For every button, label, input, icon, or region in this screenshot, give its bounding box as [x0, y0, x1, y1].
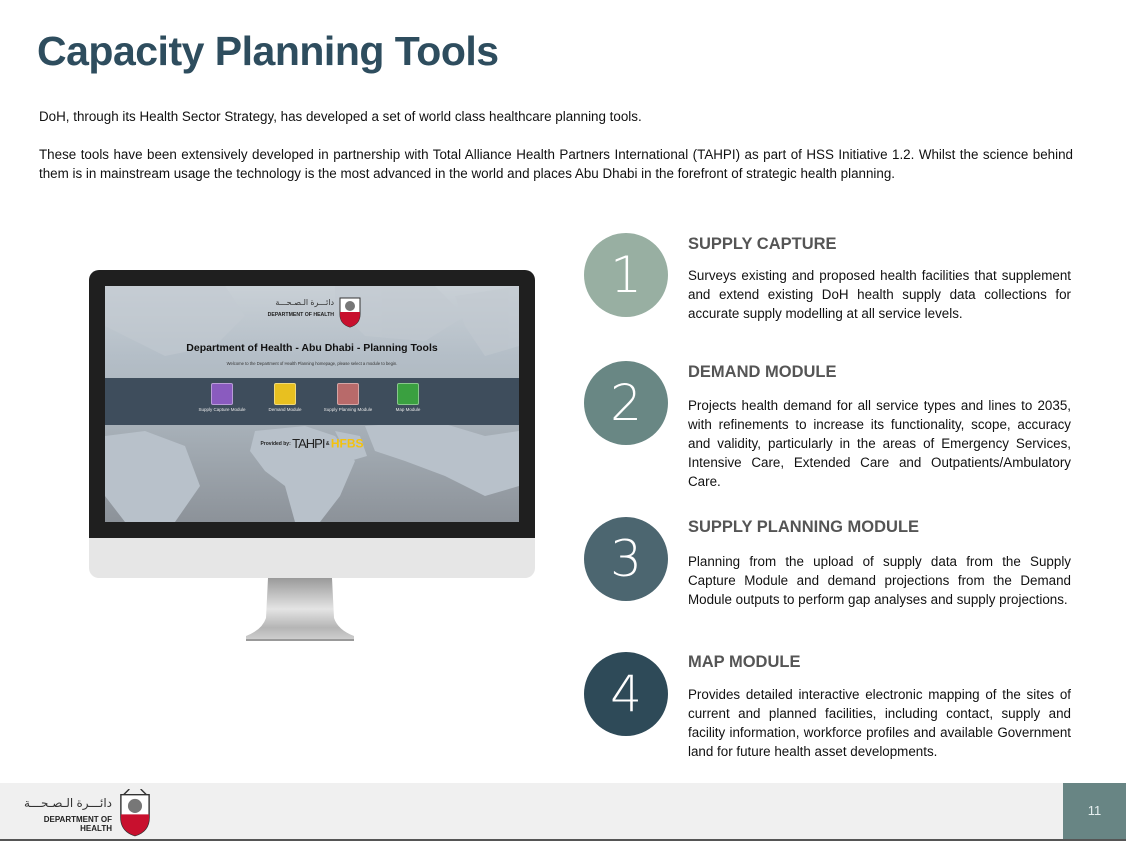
item-body: Provides detailed interactive electronic mapping of the sites of current and planned facilities, including contact, supply and facility information, workforce profiles and available Government land for future health asset developments.	[688, 687, 1071, 759]
number-badge: 2	[584, 361, 668, 445]
page-title: Capacity Planning Tools	[37, 28, 499, 74]
module-demand[interactable]	[250, 383, 320, 412]
planning-tools-screenshot	[105, 286, 519, 522]
footer	[0, 783, 1126, 839]
monitor-chin	[89, 538, 535, 578]
footer-logo-arabic: دائـــرة الـصـحـــة	[24, 796, 112, 810]
intro-paragraph-1: DoH, through its Health Sector Strategy, has developed a set of world class healthcare planning tools.	[39, 109, 642, 124]
module-label: Demand Module	[268, 407, 302, 412]
clipboard-icon	[211, 383, 233, 405]
item-body: Planning from the upload of supply data from the Supply Capture Module and demand projections from the Demand Module outputs to perform gap analyses and supply projections.	[688, 554, 1071, 607]
item-title: MAP MODULE	[688, 653, 801, 671]
bar-chart-icon	[274, 383, 296, 405]
screen-logo-arabic: دائـــرة الـصـحـــة	[275, 298, 334, 307]
item-title: SUPPLY PLANNING MODULE	[688, 518, 920, 536]
chart-magnifier-icon	[337, 383, 359, 405]
screen-logo-english: DEPARTMENT OF HEALTH	[267, 312, 334, 318]
screen-doh-logo	[260, 294, 370, 328]
intro-paragraph-2: These tools have been extensively developed in partnership with Total Alliance Health Partners International (TAHPI) as part of HSS Initiative 1.2. Whilst the science behind them is in mainstream usage the technology is the most advanced in the world and places Abu Dhabi in the forefront of strategic health planning.	[39, 147, 1073, 181]
item-title: DEMAND MODULE	[688, 363, 837, 381]
module-bar	[105, 378, 519, 425]
item-title: SUPPLY CAPTURE	[688, 235, 837, 253]
page-number: 11	[1063, 783, 1126, 839]
module-supply-capture[interactable]	[187, 383, 257, 412]
emblem-icon	[338, 294, 362, 328]
module-label: Supply Capture Module	[198, 407, 246, 412]
footer-logo-english: DEPARTMENT OF HEALTH	[43, 815, 112, 833]
emblem-icon	[116, 789, 154, 837]
tahpi-logo: TAHPI	[292, 436, 325, 451]
number-badge: 4	[584, 652, 668, 736]
number-badge: 3	[584, 517, 668, 601]
screen-title: Department of Health - Abu Dhabi - Planning Tools	[186, 342, 438, 354]
footer-doh-logo	[12, 791, 157, 833]
module-label: Supply Planning Module	[323, 407, 373, 412]
hfbs-logo: HFBS	[330, 436, 364, 451]
item-body: Projects health demand for all service types and lines to 2035, with refinements to increase its functionality, scope, accuracy and validity, particularly in the areas of Emergency Services, Intensive Care, Extended Care and Outpatients/Ambulatory Care.	[688, 398, 1071, 489]
monitor-bezel	[89, 270, 535, 538]
provided-by	[105, 436, 519, 451]
module-label: Map Module	[395, 407, 421, 412]
ampersand: &	[325, 440, 330, 447]
monitor-stand	[244, 578, 356, 642]
monitor-illustration	[89, 270, 535, 578]
screen-subtitle: Welcome to the Department of Health Planning homepage, please select a module to begin.	[226, 361, 398, 366]
number-badge: 1	[584, 233, 668, 317]
module-map[interactable]	[373, 383, 443, 412]
provided-by-label: Provided by:	[260, 440, 291, 447]
world-map-icon	[397, 383, 419, 405]
item-body: Surveys existing and proposed health facilities that supplement and extend existing DoH health supply data collections for accurate supply modelling at all service levels.	[688, 268, 1071, 321]
